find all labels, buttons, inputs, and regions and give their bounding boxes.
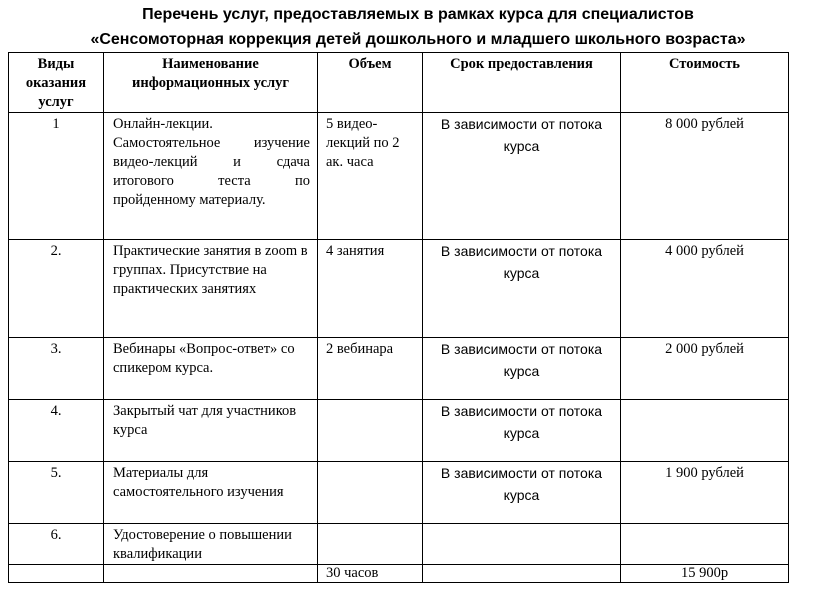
row-number: 3. [9, 338, 104, 400]
table-row [9, 240, 789, 338]
service-term: В зависимости от потока курса [423, 240, 621, 338]
total-price: 15 900р [621, 565, 789, 583]
header-name: Наименование информационных услуг [104, 53, 318, 113]
service-term: В зависимости от потока курса [423, 113, 621, 240]
table-row [9, 338, 789, 400]
service-volume [318, 462, 423, 524]
total-empty-cell [104, 565, 318, 583]
service-price: 8 000 рублей [621, 113, 789, 240]
service-name: Закрытый чат для участников курса [104, 400, 318, 462]
row-number: 4. [9, 400, 104, 462]
total-row [9, 565, 789, 583]
row-number: 6. [9, 524, 104, 565]
service-term [423, 524, 621, 565]
header-volume: Объем [318, 53, 423, 113]
service-volume: 2 вебинара [318, 338, 423, 400]
service-term: В зависимости от потока курса [423, 462, 621, 524]
table-header-row [9, 53, 789, 113]
service-volume: 4 занятия [318, 240, 423, 338]
service-price: 4 000 рублей [621, 240, 789, 338]
row-number: 1 [9, 113, 104, 240]
service-volume [318, 524, 423, 565]
service-name: Практические занятия в zoom в группах. Присутствие на практических занятиях [104, 240, 318, 338]
document-title-line-2: «Сенсомоторная коррекция детей дошкольного и младшего школьного возраста» [90, 31, 746, 48]
service-price: 2 000 рублей [621, 338, 789, 400]
total-empty-cell [423, 565, 621, 583]
row-number: 2. [9, 240, 104, 338]
header-type: Виды оказания услуг [9, 53, 104, 113]
table-row [9, 462, 789, 524]
table-row [9, 524, 789, 565]
service-name: Материалы для самостоятельного изучения [104, 462, 318, 524]
row-number: 5. [9, 462, 104, 524]
service-volume [318, 400, 423, 462]
service-name: Онлайн-лекции. Самостоятельное изучение видео-лекций и сдача итогового теста по пройденному материалу. [104, 113, 318, 240]
service-price [621, 524, 789, 565]
service-price [621, 400, 789, 462]
header-term: Срок предоставления [423, 53, 621, 113]
table-row [9, 113, 789, 240]
total-volume: 30 часов [318, 565, 423, 583]
service-name: Вебинары «Вопрос-ответ» со спикером курса. [104, 338, 318, 400]
service-term: В зависимости от потока курса [423, 400, 621, 462]
services-table [8, 52, 789, 583]
service-volume: 5 видео-лекций по 2 ак. часа [318, 113, 423, 240]
document-title-line-1: Перечень услуг, предоставляемых в рамках курса для специалистов [142, 6, 694, 23]
table-row [9, 400, 789, 462]
header-price: Стоимость [621, 53, 789, 113]
total-empty-cell [9, 565, 104, 583]
service-term: В зависимости от потока курса [423, 338, 621, 400]
service-name: Удостоверение о повышении квалификации [104, 524, 318, 565]
service-price: 1 900 рублей [621, 462, 789, 524]
